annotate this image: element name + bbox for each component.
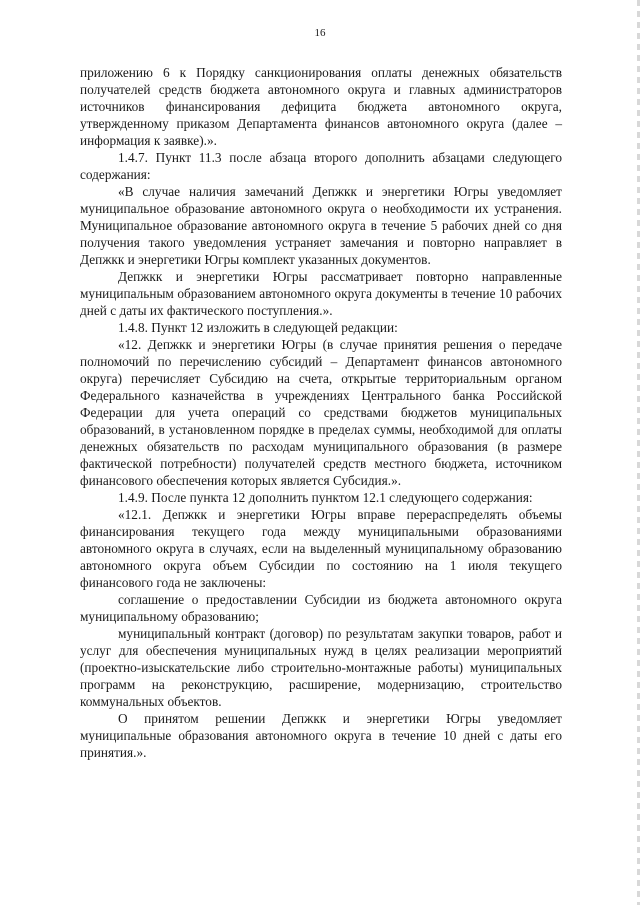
paragraph-item-1-4-9: 1.4.9. После пункта 12 дополнить пунктом 12.1 следующего содержания:	[118, 490, 533, 505]
paragraph-agreement: соглашение о предоставлении Субсидии из бюджета автономного округа муниципальному образованию;	[80, 592, 562, 624]
document-body	[80, 64, 562, 761]
paragraph-continuation: приложению 6 к Порядку санкционирования оплаты денежных обязательств получателей средств бюджета автономного округа и главных администраторов источников финансирования дефицита бюджета автономного округа, утвержденному приказом Департамента финансов автономного округа (далее – информация к заявке).».	[80, 65, 562, 148]
paragraph-point-12-1: «12.1. Депжкк и энергетики Югры вправе перераспределять объемы финансирования текущего года между муниципальными образованиями автономного округа в случаях, если на выделенный муниципальному образованию автономного округа объем Субсидии по состоянию на 1 июля текущего финансового года не заключены:	[80, 507, 562, 590]
paragraph-contract: муниципальный контракт (договор) по результатам закупки товаров, работ и услуг для обеспечения муниципальных нужд в целях реализации мероприятий (проектно-изыскательские либо строительно-монтажные работы) муниципальных программ на реконструкцию, расширение, модернизацию, строительство коммунальных объектов.	[80, 626, 562, 709]
paragraph-quote-remarks: «В случае наличия замечаний Депжкк и энергетики Югры уведомляет муниципальное образование автономного округа о необходимости их устранения. Муниципальное образование автономного округа в течение 5 рабочих дней со дня получения такого уведомления устраняет замечания и повторно направляет в Депжкк и энергетики Югры комплект указанных документов.	[80, 184, 562, 267]
paragraph-item-1-4-8: 1.4.8. Пункт 12 изложить в следующей редакции:	[118, 320, 398, 335]
paragraph-notification: О принятом решении Депжкк и энергетики Югры уведомляет муниципальные образования автономного округа в течение 10 дней с даты его принятия.».	[80, 711, 562, 760]
paragraph-item-1-4-7: 1.4.7. Пункт 11.3 после абзаца второго дополнить абзацами следующего содержания:	[80, 150, 562, 182]
paragraph-point-12: «12. Депжкк и энергетики Югры (в случае принятия решения о передаче полномочий по перечислению субсидий – Департамент финансов автономного округа) перечисляет Субсидию на счета, открытые территориальным органом Федерального казначейства в учреждениях Центрального банка Российской Федерации для учета операций со средствами бюджетов муниципальных образований, в установленном порядке в пределах суммы, необходимой для оплаты денежных обязательств по расходам муниципального образования (в размере фактической потребности) получателей средств местного бюджета, источником финансового обеспечения которых является Субсидия.».	[80, 337, 562, 488]
page-number: 16	[314, 27, 326, 39]
paragraph-resubmission: Депжкк и энергетики Югры рассматривает повторно направленные муниципальным образованием автономного округа документы в течение 10 рабочих дней с даты их фактического поступления.».	[80, 269, 562, 318]
